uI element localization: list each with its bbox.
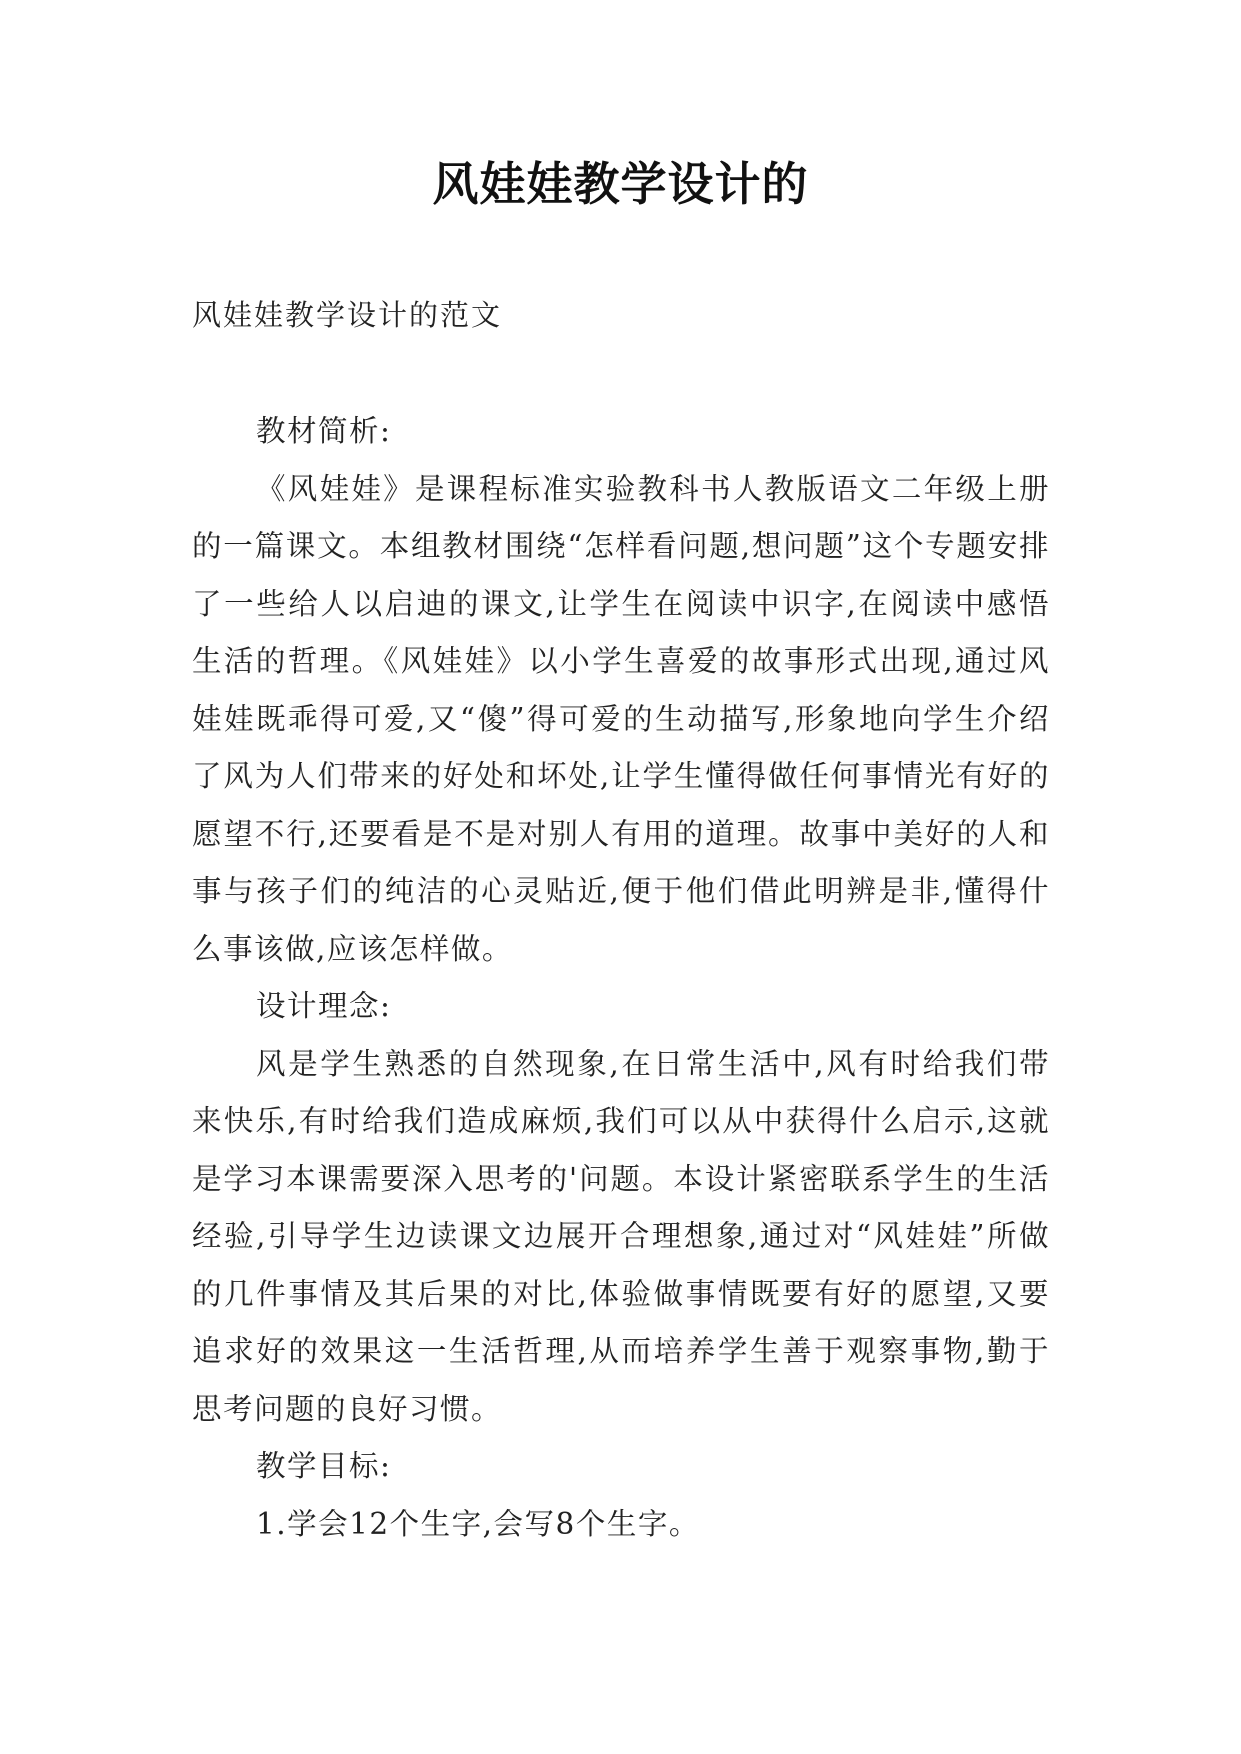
section-heading-analysis: 教材简析:	[256, 414, 392, 448]
paragraph-concept: 风是学生熟悉的自然现象,在日常生活中,风有时给我们带来快乐,有时给我们造成麻烦,我们可以从中获得什么启示,这就是学习本课需要深入思考的'问题。本设计紧密联系学生的生活经验,引导学生边读课文边展开合理想象,通过对“风娃娃”所做的几件事情及其后果的对比,体验做事情既要有好的愿望,又要追求好的效果这一生活哲理,从而培养学生善于观察事物,勤于思考问题的良好习惯。	[192, 1046, 1050, 1426]
document-subtitle: 风娃娃教学设计的范文	[192, 298, 503, 332]
paragraph-analysis: 《风娃娃》是课程标准实验教科书人教版语文二年级上册的一篇课文。本组教材围绕“怎样看问题,想问题”这个专题安排了一些给人以启迪的课文,让学生在阅读中识字,在阅读中感悟生活的哲理。《风娃娃》以小学生喜爱的故事形式出现,通过风娃娃既乖得可爱,又“傻”得可爱的生动描写,形象地向学生介绍了风为人们带来的好处和坏处,让学生懂得做任何事情光有好的愿望不行,还要看是不是对别人有用的道理。故事中美好的人和事与孩子们的纯洁的心灵贴近,便于他们借此明辨是非,懂得什么事该做,应该怎样做。	[192, 471, 1050, 966]
document-body	[192, 403, 1050, 1553]
goal-item: 1.学会12个生字,会写8个生字。	[256, 1506, 700, 1541]
section-heading-concept: 设计理念:	[256, 989, 392, 1023]
section-heading-goals: 教学目标:	[256, 1449, 392, 1483]
document-title: 风娃娃教学设计的	[432, 157, 809, 211]
